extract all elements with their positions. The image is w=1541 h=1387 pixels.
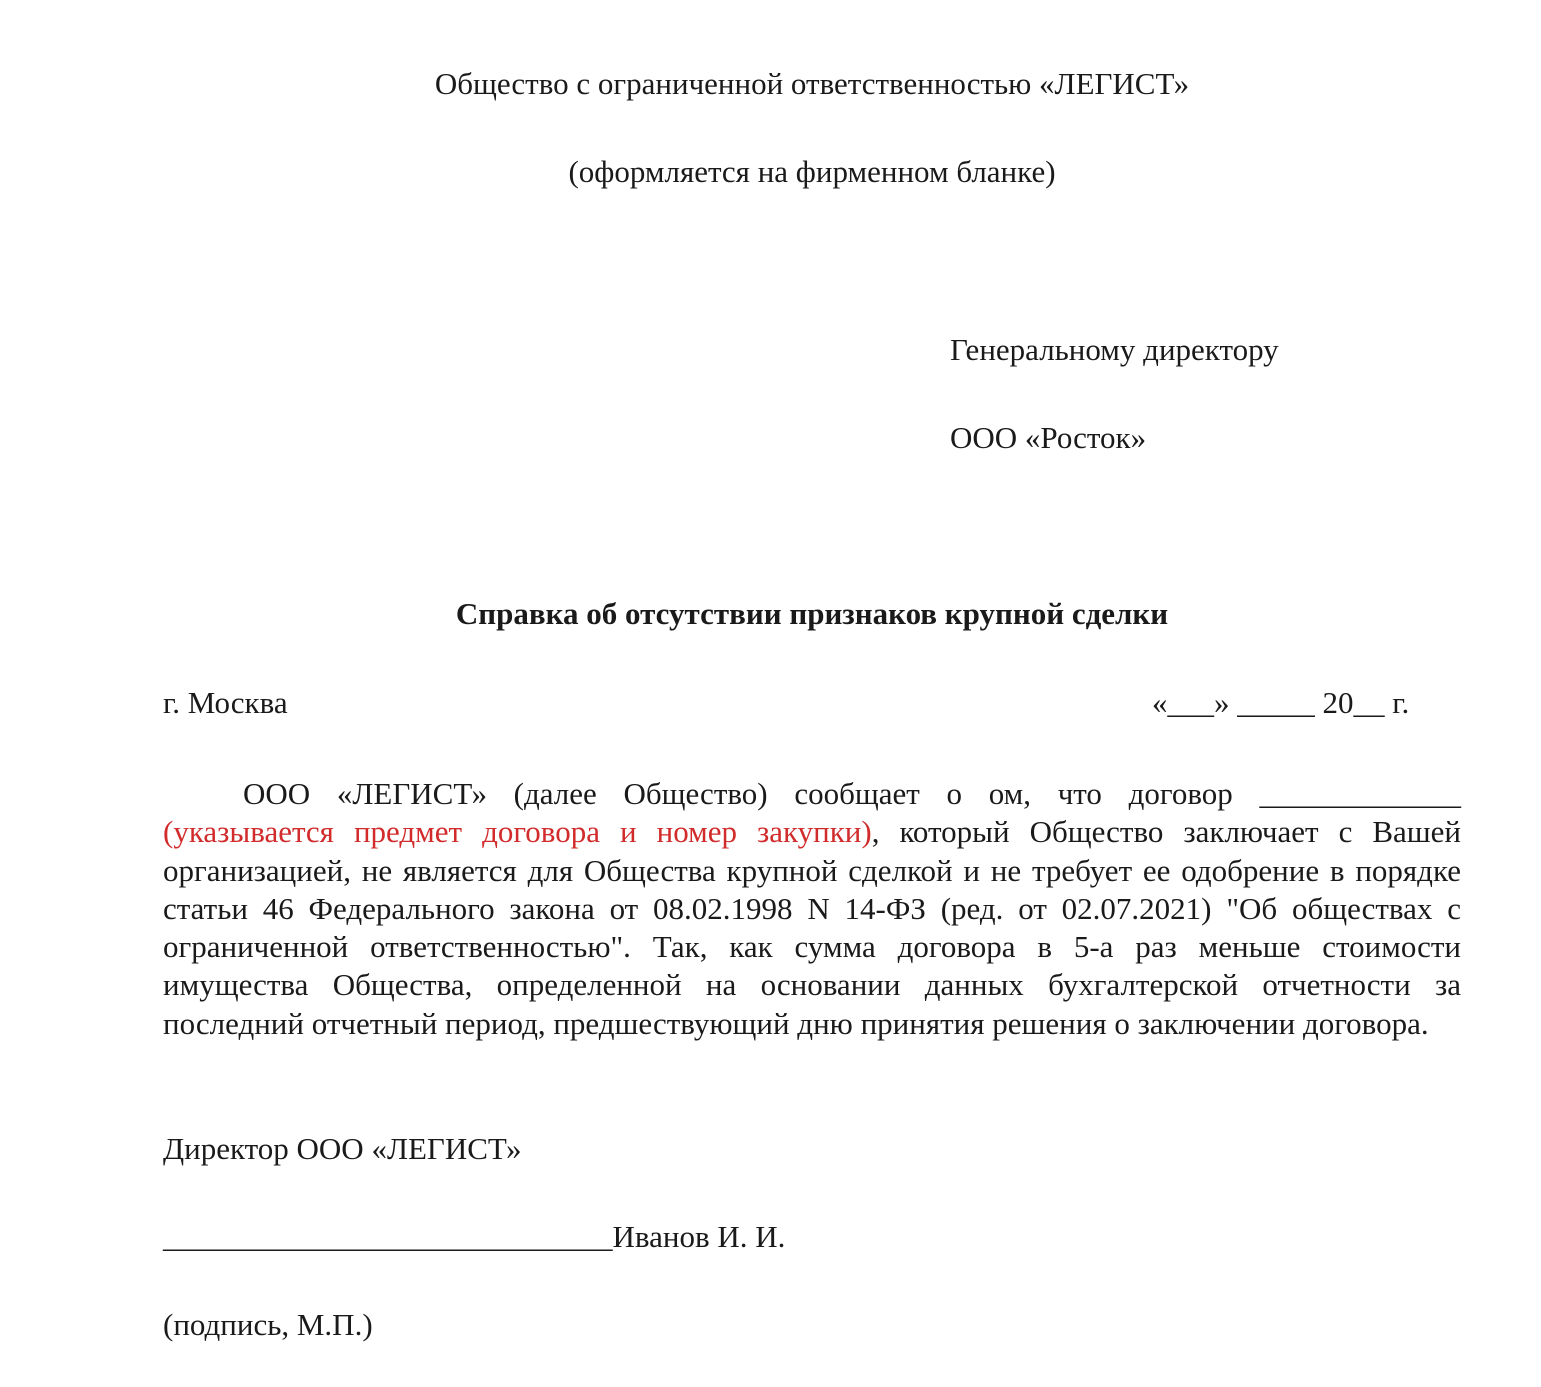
body-paragraph xyxy=(163,775,1461,1043)
document-city: г. Москва xyxy=(163,685,288,720)
header-note: (оформляется на фирменном бланке) xyxy=(568,154,1056,189)
signature-row xyxy=(163,1221,785,1252)
header-organization: Общество с ограниченной ответственностью «ЛЕГИСТ» xyxy=(434,66,1190,101)
contract-blank: _____________ xyxy=(1259,776,1462,811)
document-title: Справка об отсутствии признаков крупной сделки xyxy=(455,596,1169,631)
signer-name: Иванов И. И. xyxy=(612,1219,786,1254)
addressee-organization: ООО «Росток» xyxy=(950,420,1147,455)
body-text-part2: , который Общество заключает с Вашей организацией, не является для Общества крупной сделкой и не требует ее одобрение в порядке статьи 46 Федерального закона от 08.02.1998 N 14-ФЗ (ред. от 02.07.2021) "Об обществах с ограниченной ответственностью". Так, как сумма договора в 5-а раз меньше стоимости имущества Общества, определенной на основании данных бухгалтерской отчетности за последний отчетный период, предшествующий дню принятия решения о заключении договора. xyxy=(163,814,1461,1041)
signature-line: _____________________________ xyxy=(163,1219,613,1254)
signature-caption: (подпись, М.П.) xyxy=(163,1307,373,1342)
addressee-title: Генеральному директору xyxy=(950,332,1279,367)
signer-title: Директор ООО «ЛЕГИСТ» xyxy=(163,1131,522,1166)
document-date: «___» _____ 20__ г. xyxy=(1152,685,1410,720)
body-text-part1: ООО «ЛЕГИСТ» (далее Общество) сообщает о ом, что договор xyxy=(243,776,1233,811)
contract-subject-note: (указывается предмет договора и номер закупки) xyxy=(163,814,872,850)
